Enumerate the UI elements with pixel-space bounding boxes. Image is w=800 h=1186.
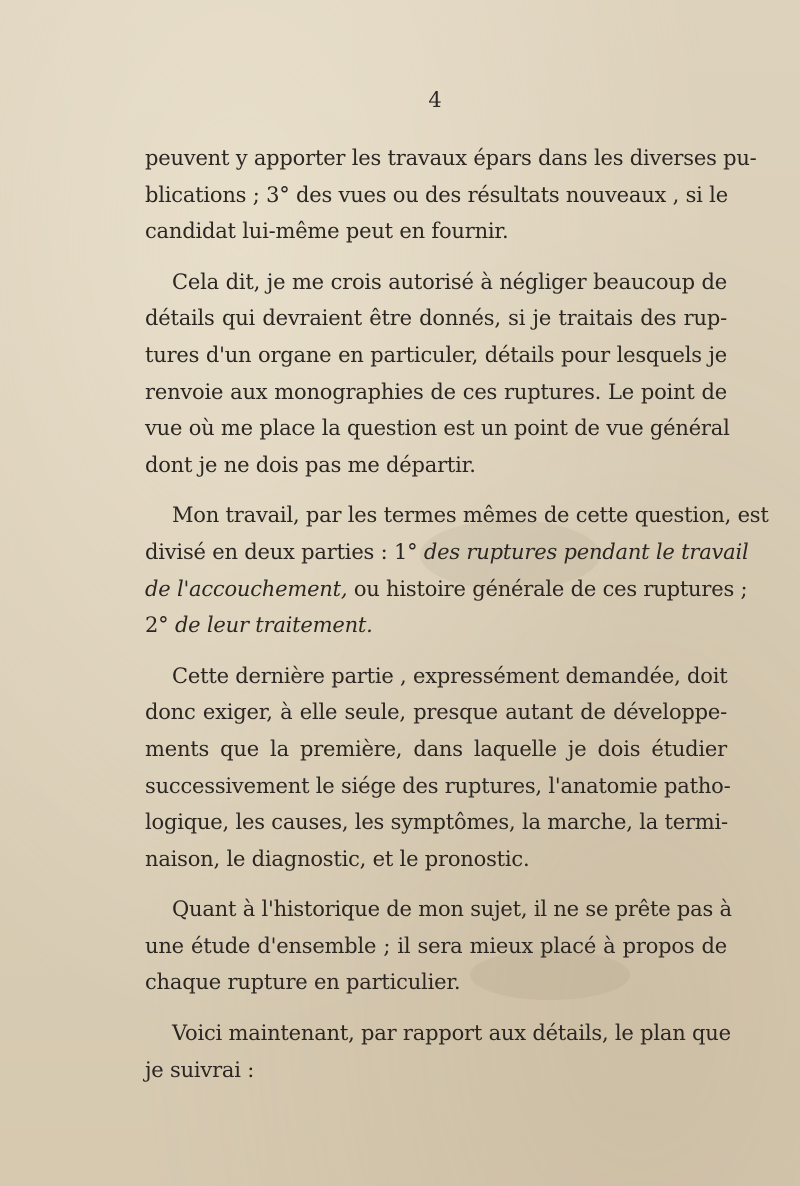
- text-line: Quant à l'historique de mon sujet, il ne se prête pas à: [172, 897, 732, 922]
- paragraph: [145, 497, 769, 643]
- italic-title: de leur traitement.: [174, 613, 373, 638]
- text-run: divisé en deux parties : 1°: [145, 539, 424, 564]
- text-line: candidat lui-même peut en fournir.: [145, 219, 509, 244]
- text-line: blications ; 3° des vues ou des résultats nouveaux , si le: [145, 182, 728, 207]
- text-line: vue où me place la question est un point de vue général: [145, 416, 730, 441]
- text-line: successivement le siége des ruptures, l'anatomie patho-: [145, 773, 731, 798]
- text-line: logique, les causes, les symptômes, la marche, la termi-: [145, 810, 728, 835]
- text-line: Voici maintenant, par rapport aux détails, le plan que: [172, 1021, 731, 1046]
- body-text: [145, 140, 769, 1102]
- text-line: une étude d'ensemble ; il sera mieux placé à propos de: [145, 933, 727, 958]
- text-line: Cela dit, je me crois autorisé à négliger beaucoup de: [172, 269, 727, 294]
- text-line: chaque rupture en particulier.: [145, 970, 461, 995]
- text-line: [145, 571, 748, 608]
- text-line: [145, 607, 727, 644]
- text-line: détails qui devraient être donnés, si je traitais des rup-: [145, 306, 727, 331]
- paragraph: [145, 891, 732, 1001]
- text-line: renvoie aux monographies de ces ruptures. Le point de: [145, 379, 727, 404]
- page-number: 4: [428, 88, 442, 112]
- text-line: Cette dernière partie , expressément demandée, doit: [172, 663, 728, 688]
- text-line: je suivrai :: [145, 1057, 255, 1082]
- text-line: tures d'un organe en particuler, détails pour lesquels je: [145, 342, 727, 367]
- paragraph: [145, 1015, 731, 1088]
- text-run: 2°: [145, 613, 175, 638]
- italic-title: des ruptures pendant le travail: [423, 539, 749, 564]
- paragraph: [145, 658, 731, 878]
- text-line: peuvent y apporter les travaux épars dans les diverses pu-: [145, 146, 757, 170]
- paragraph: [145, 140, 757, 250]
- text-line: naison, le diagnostic, et le pronostic.: [145, 846, 530, 871]
- italic-title: de l'accouchement,: [145, 576, 348, 601]
- text-line: donc exiger, à elle seule, presque autant de développe-: [145, 700, 727, 725]
- paragraph: [145, 264, 730, 484]
- text-line: ments que la première, dans laquelle je dois étudier: [145, 736, 727, 761]
- text-run: ou histoire générale de ces ruptures ;: [347, 576, 748, 601]
- text-line: dont je ne dois pas me départir.: [145, 452, 476, 477]
- text-line: [145, 534, 749, 571]
- text-line: Mon travail, par les termes mêmes de cette question, est: [172, 503, 769, 528]
